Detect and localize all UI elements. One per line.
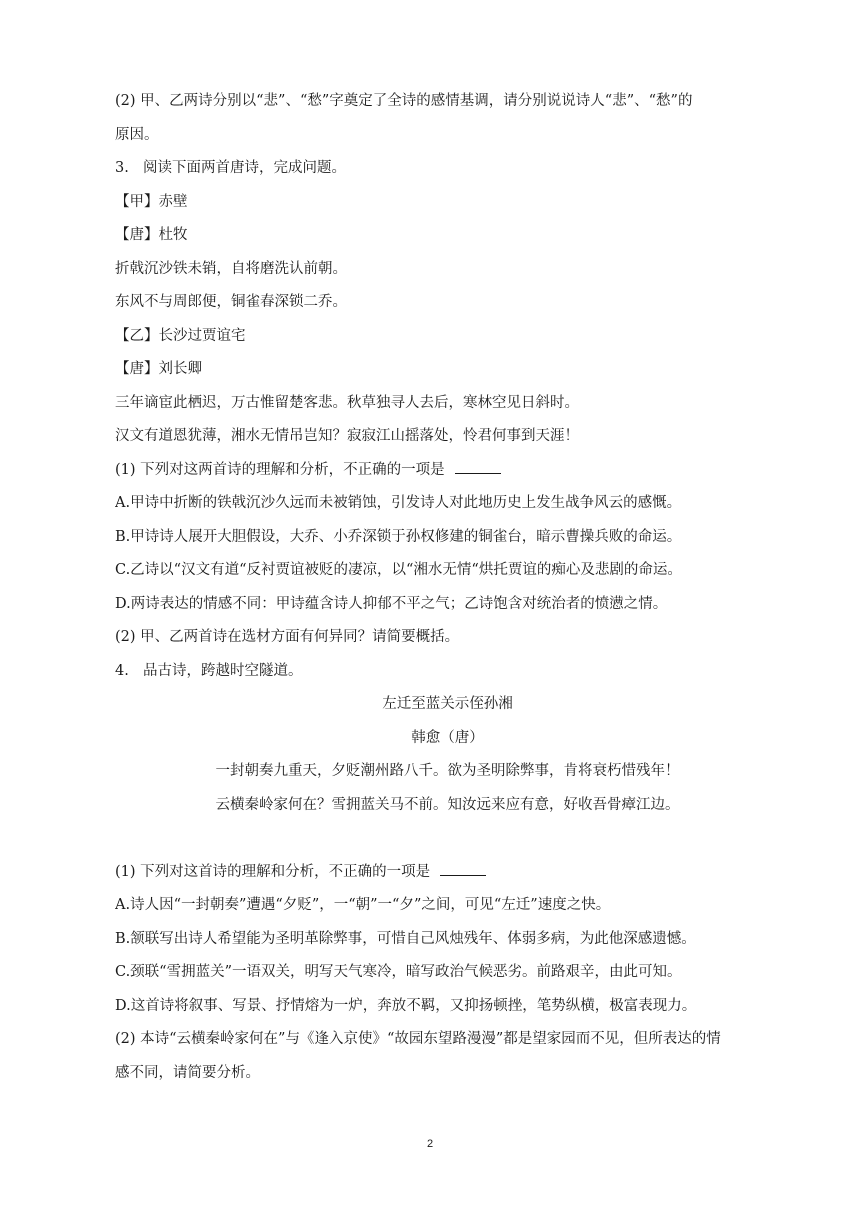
q2-sub2-line2: 原因。 bbox=[115, 126, 159, 143]
q4-option-a: A.诗人因“一封朝奏”遭遇“夕贬”，一“朝”一“夕”之间，可见“左迁”速度之快。 bbox=[115, 897, 611, 913]
q4-answer-blank[interactable] bbox=[440, 861, 486, 876]
q3-answer-blank[interactable] bbox=[455, 459, 501, 474]
q3-option-c: C.乙诗以“汉文有道“反衬贾谊被贬的凄凉，以“湘水无情“烘托贾谊的痴心及悲剧的命运。 bbox=[115, 562, 682, 578]
q4-option-b: B.颔联写出诗人希望能为圣明革除弊事，可惜自己风烛残年、体弱多病，为此他深感遗憾。 bbox=[115, 930, 696, 947]
q3-option-d: D.两诗表达的情感不同：甲诗蕴含诗人抑郁不平之气；乙诗饱含对统治者的愤懑之情。 bbox=[115, 595, 668, 612]
q4-sub1 bbox=[115, 856, 780, 890]
q3-sub2: (2) 甲、乙两首诗在选材方面有何异同？请简要概括。 bbox=[115, 629, 460, 645]
poem-c-author: 韩愈（唐） bbox=[411, 729, 484, 746]
question-3-number: 3. bbox=[115, 160, 129, 176]
poem-c-title: 左迁至蓝关示侄孙湘 bbox=[382, 696, 513, 712]
q3-sub1 bbox=[115, 454, 780, 488]
poem-c-line1: 一封朝奏九重天，夕贬潮州路八千。欲为圣明除弊事，肯将衰朽惜残年！ bbox=[215, 763, 680, 779]
q4-option-d: D.这首诗将叙事、写景、抒情熔为一炉，奔放不羁，又抑扬顿挫，笔势纵横，极富表现力。 bbox=[115, 997, 697, 1014]
q4-sub2-line2: 感不同，请简要分析。 bbox=[115, 1064, 260, 1081]
poem-a-line1: 折戟沉沙铁未销，自将磨洗认前朝。 bbox=[115, 260, 347, 277]
q4-sub2-line1: (2) 本诗“云横秦岭家何在”与《逢入京使》“故园东望路漫漫”都是望家园而不见，但所表达的情 bbox=[115, 1031, 721, 1047]
q4-sub1-text: (1) 下列对这首诗的理解和分析，不正确的一项是 bbox=[115, 863, 431, 880]
question-4-heading bbox=[115, 655, 780, 689]
q3-option-b: B.甲诗诗人展开大胆假设，大乔、小乔深锁于孙权修建的铜雀台，暗示曹操兵败的命运。 bbox=[115, 528, 682, 545]
poem-b-line1: 三年谪宦此栖迟，万古惟留楚客悲。秋草独寻人去后，寒林空见日斜时。 bbox=[115, 394, 579, 411]
question-4-number: 4. bbox=[115, 662, 129, 679]
q4-option-c: C.颈联“雪拥蓝关”一语双关，明写天气寒冷，暗写政治气候恶劣。前路艰辛，由此可知。 bbox=[115, 964, 682, 980]
blank-line bbox=[115, 822, 780, 856]
question-3-title: 阅读下面两首唐诗，完成问题。 bbox=[143, 160, 346, 176]
question-4-title: 品古诗，跨越时空隧道。 bbox=[143, 662, 303, 679]
q3-sub1-text: (1) 下列对这两首诗的理解和分析，不正确的一项是 bbox=[115, 461, 445, 478]
poem-a-title: 【甲】赤壁 bbox=[115, 193, 188, 210]
page-content bbox=[115, 85, 780, 1090]
poem-b-line2: 汉文有道恩犹薄，湘水无情吊岂知？寂寂江山摇落处，怜君何事到天涯！ bbox=[115, 428, 579, 444]
q2-sub2-line1: (2) 甲、乙两诗分别以“悲”、“愁”字奠定了全诗的感情基调，请分别说说诗人“悲”、“愁”的 bbox=[115, 93, 693, 109]
poem-c-line2: 云横秦岭家何在？雪拥蓝关马不前。知汝远来应有意，好收吾骨瘴江边。 bbox=[215, 796, 680, 813]
poem-b-title: 【乙】长沙过贾谊宅 bbox=[115, 327, 246, 344]
page-number: 2 bbox=[426, 1138, 434, 1150]
poem-a-author: 【唐】杜牧 bbox=[115, 227, 188, 243]
poem-a-line2: 东风不与周郎便，铜雀春深锁二乔。 bbox=[115, 294, 347, 310]
q3-option-a: A.甲诗中折断的铁戟沉沙久远而未被销蚀，引发诗人对此地历史上发生战争风云的感慨。 bbox=[115, 495, 682, 511]
poem-b-author: 【唐】刘长卿 bbox=[115, 361, 202, 377]
question-3-heading bbox=[115, 152, 780, 186]
